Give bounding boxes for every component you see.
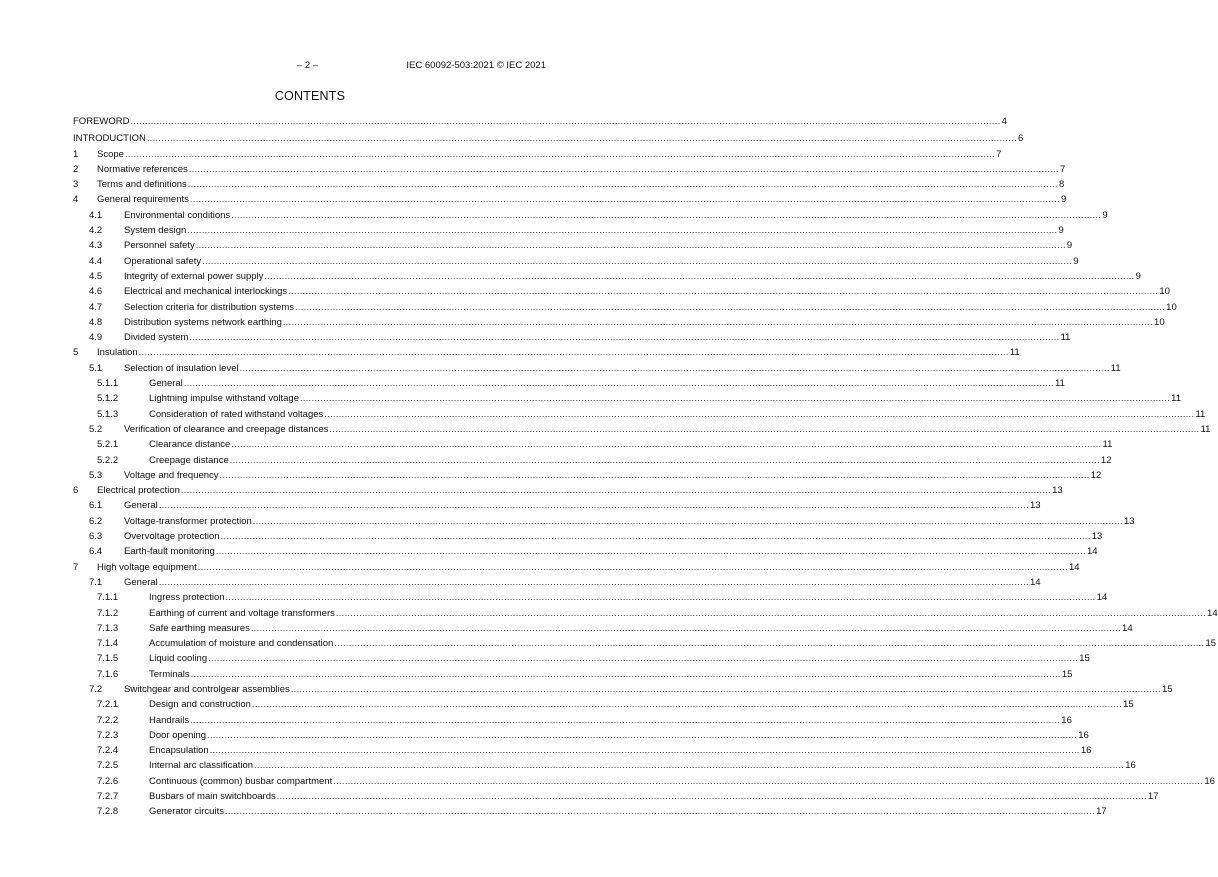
toc-entry-title: Generator circuits [149,806,224,818]
toc-entry-page: 11 [1102,439,1113,451]
toc-entry[interactable] [73,345,1020,360]
toc-entry-title: Environmental conditions [124,209,231,221]
dot-leader: ............................................................................................................................................................................................................................................................................................................ [224,806,1096,817]
toc-entry[interactable] [73,254,1079,269]
toc-entry-page: 13 [1052,485,1063,497]
toc-entry-page: 13 [1029,500,1041,512]
dot-leader: ............................................................................................................................................................................................................................................................................................................ [187,179,1058,190]
toc-entry[interactable] [73,606,1218,621]
toc-entry-title: Divided system [124,332,189,344]
dot-leader: ............................................................................................................................................................................................................................................................................................................ [324,408,1195,419]
document-reference: IEC 60092-503:2021 © IEC 2021 [406,60,546,71]
toc-entry-page: 14 [1096,592,1108,604]
toc-entry-number: 6.1 [89,500,103,512]
toc-entry[interactable] [73,407,1206,422]
toc-entry-number: 5 [73,347,79,359]
toc-entry-number: 5.3 [89,469,103,481]
toc-entry-title: Consideration of rated withstand voltages [149,408,324,420]
toc-entry-title: Busbars of main switchboards [149,791,276,803]
toc-entry-number: 4.8 [89,316,103,328]
toc-entry[interactable] [73,177,1065,192]
dot-leader: ............................................................................................................................................................................................................................................................................................................ [282,316,1154,327]
toc-entry[interactable] [73,113,1007,130]
toc-entry-number: 4.9 [89,332,103,344]
toc-entry[interactable] [73,192,1067,207]
toc-entry[interactable] [73,147,1002,162]
toc-entry[interactable] [73,590,1108,605]
toc-entry-number: 7.1.2 [97,607,119,619]
toc-entry-page: 9 [1061,194,1067,206]
dot-leader: ............................................................................................................................................................................................................................................................................................................ [225,592,1096,603]
toc-entry-page: 4 [1001,116,1007,127]
toc-entry-page: 7 [996,148,1002,160]
table-of-contents [73,113,1218,820]
toc-entry[interactable] [73,483,1063,498]
toc-entry-title: Normative references [97,163,188,175]
toc-entry-title: System design [124,225,187,237]
toc-entry-title: INTRODUCTION [73,132,146,144]
dot-leader: ............................................................................................................................................................................................................................................................................................................ [333,775,1204,786]
toc-entry-number: 4.4 [89,255,103,267]
toc-entry-number: 4.1 [89,209,103,221]
page-title: CONTENTS [274,89,346,103]
toc-entry-number: 5.1 [89,362,103,374]
toc-entry[interactable] [73,498,1041,513]
dot-leader: ............................................................................................................................................................................................................................................................................................................ [183,378,1054,389]
toc-entry-title: Integrity of external power supply [124,270,264,282]
toc-entry-page: 13 [1123,515,1135,527]
dot-leader: ............................................................................................................................................................................................................................................................................................................ [189,332,1060,343]
toc-entry-title: FOREWORD [73,116,130,127]
toc-entry-title: Design and construction [149,699,251,711]
dot-leader: ............................................................................................................................................................................................................................................................................................................ [215,546,1086,557]
toc-entry[interactable] [73,422,1211,437]
dot-leader: ............................................................................................................................................................................................................................................................................................................ [250,622,1122,633]
toc-entry-number: 1 [73,148,79,160]
toc-entry[interactable] [73,208,1108,223]
toc-entry[interactable] [73,575,1041,590]
toc-entry-page: 14 [1122,622,1133,634]
toc-entry-number: 7.2.1 [97,699,119,711]
toc-entry-number: 7.2.2 [97,714,119,726]
dot-leader: ............................................................................................................................................................................................................................................................................................................ [197,561,1068,572]
toc-entry[interactable] [73,682,1173,697]
toc-entry-page: 15 [1079,653,1090,665]
dot-leader: ............................................................................................................................................................................................................................................................................................................ [195,240,1066,251]
toc-entry[interactable] [73,667,1073,682]
toc-entry-page: 6 [1017,132,1024,144]
toc-entry-number: 4 [73,194,79,206]
toc-entry-number: 7.2.7 [97,791,119,803]
toc-entry[interactable] [73,391,1182,406]
dot-leader: ............................................................................................................................................................................................................................................................................................................ [251,699,1123,710]
toc-entry[interactable] [73,130,1024,147]
toc-entry-page: 10 [1159,286,1170,298]
toc-entry-title: Terms and definitions [97,179,187,191]
toc-entry-number: 6 [73,485,79,497]
toc-entry-title: Scope [97,148,124,160]
dot-leader: ............................................................................................................................................................................................................................................................................................................ [276,791,1147,802]
dot-leader: ............................................................................................................................................................................................................................................................................................................ [219,469,1090,480]
toc-entry-number: 7 [73,561,79,573]
toc-entry-page: 17 [1096,806,1107,818]
dot-leader: ............................................................................................................................................................................................................................................................................................................ [208,653,1079,664]
toc-entry-number: 5.1.3 [97,408,119,420]
toc-entry-title: Voltage and frequency [124,469,219,481]
dot-leader: ............................................................................................................................................................................................................................................................................................................ [220,531,1091,542]
toc-entry-page: 12 [1090,469,1102,481]
toc-entry-number: 4.6 [89,286,103,298]
dot-leader: ............................................................................................................................................................................................................................................................................................................ [202,255,1073,266]
toc-entry[interactable] [73,651,1090,666]
toc-entry-page: 16 [1204,775,1215,787]
toc-entry-title: Switchgear and controlgear assemblies [124,683,290,695]
toc-entry[interactable] [73,468,1102,483]
toc-entry[interactable] [73,238,1073,253]
toc-entry-title: Personnel safety [124,240,195,252]
toc-entry-title: General [124,500,158,512]
toc-entry-title: Operational safety [124,255,202,267]
dot-leader: ............................................................................................................................................................................................................................................................................................................ [190,714,1061,725]
toc-entry-page: 10 [1166,301,1177,313]
toc-entry-page: 11 [1009,347,1020,359]
toc-entry-page: 14 [1086,546,1098,558]
dot-leader: ............................................................................................................................................................................................................................................................................................................ [264,270,1135,281]
toc-entry-title: Clearance distance [149,439,231,451]
toc-entry[interactable] [73,728,1089,743]
toc-entry-number: 7.1.6 [97,668,119,680]
toc-entry-title: High voltage equipment [97,561,197,573]
toc-entry-title: Electrical and mechanical interlockings [124,286,288,298]
toc-entry-page: 15 [1123,699,1134,711]
dot-leader: ............................................................................................................................................................................................................................................................................................................ [146,132,1017,143]
toc-entry-number: 7.2 [89,683,103,695]
toc-entry[interactable] [73,514,1135,529]
toc-entry-page: 11 [1200,423,1211,435]
toc-entry[interactable] [73,437,1113,452]
toc-entry[interactable] [73,361,1121,376]
dot-leader: ............................................................................................................................................................................................................................................................................................................ [158,500,1029,511]
toc-entry-number: 4.5 [89,270,103,282]
toc-entry-number: 7.1.3 [97,622,119,634]
dot-leader: ............................................................................................................................................................................................................................................................................................................ [124,148,996,159]
dot-leader: ............................................................................................................................................................................................................................................................................................................ [231,209,1102,220]
toc-entry-page: 9 [1058,225,1064,237]
toc-entry-number: 7.1.1 [97,592,119,604]
dot-leader: ............................................................................................................................................................................................................................................................................................................ [229,454,1100,465]
toc-entry-number: 6.4 [89,546,103,558]
toc-entry[interactable] [73,453,1112,468]
toc-entry-number: 5.2.1 [97,439,119,451]
dot-leader: ............................................................................................................................................................................................................................................................................................................ [188,163,1059,174]
toc-entry-title: General requirements [97,194,189,206]
toc-entry[interactable] [73,223,1064,238]
toc-entry-title: Earthing of current and voltage transformers [149,607,335,619]
toc-entry-page: 10 [1154,316,1165,328]
toc-entry-title: Earth-fault monitoring [124,546,215,558]
toc-entry-title: Voltage-transformer protection [124,515,252,527]
toc-entry-title: General [149,378,183,390]
dot-leader: ............................................................................................................................................................................................................................................................................................................ [288,286,1159,297]
toc-entry-title: Safe earthing measures [149,622,250,634]
toc-entry-number: 3 [73,179,79,191]
dot-leader: ............................................................................................................................................................................................................................................................................................................ [254,760,1125,771]
toc-entry-title: General [124,576,158,588]
toc-entry-page: 11 [1054,378,1065,390]
toc-entry[interactable] [73,529,1103,544]
toc-entry-page: 16 [1125,760,1136,772]
toc-entry-title: Continuous (common) busbar compartment [149,775,333,787]
toc-entry[interactable] [73,758,1136,773]
dot-leader: ............................................................................................................................................................................................................................................................................................................ [329,423,1200,434]
toc-entry-title: Electrical protection [97,485,180,497]
toc-entry-number: 2 [73,163,79,175]
toc-entry[interactable] [73,376,1065,391]
toc-entry[interactable] [73,162,1066,177]
toc-entry-title: Encapsulation [149,745,209,757]
toc-entry-number: 7.2.4 [97,745,119,757]
toc-entry[interactable] [73,789,1159,804]
toc-entry-page: 12 [1100,454,1112,466]
toc-entry-page: 14 [1207,607,1218,619]
toc-entry-page: 15 [1061,668,1073,680]
toc-entry-page: 8 [1058,179,1065,191]
dot-leader: ............................................................................................................................................................................................................................................................................................................ [158,576,1029,587]
toc-entry-number: 7.1.4 [97,638,119,650]
dot-leader: ............................................................................................................................................................................................................................................................................................................ [138,347,1009,358]
toc-entry-page: 11 [1171,393,1182,405]
dot-leader: ............................................................................................................................................................................................................................................................................................................ [334,638,1205,649]
toc-entry-page: 9 [1102,209,1108,221]
dot-leader: ............................................................................................................................................................................................................................................................................................................ [295,301,1166,312]
toc-entry-title: Lightning impulse withstand voltage [149,393,299,405]
toc-entry-number: 5.1.2 [97,393,119,405]
dot-leader: ............................................................................................................................................................................................................................................................................................................ [190,668,1061,679]
page-header [0,60,620,74]
toc-entry[interactable] [73,621,1133,636]
toc-entry[interactable] [73,544,1098,559]
toc-entry[interactable] [73,774,1215,789]
toc-entry[interactable] [73,284,1170,299]
toc-entry-title: Ingress protection [149,592,225,604]
toc-entry-title: Creepage distance [149,454,229,466]
toc-entry-page: 9 [1135,270,1141,282]
dot-leader: ............................................................................................................................................................................................................................................................................................................ [189,194,1061,205]
toc-entry[interactable] [73,300,1177,315]
toc-entry-number: 7.2.8 [97,806,119,818]
toc-entry[interactable] [73,269,1141,284]
toc-entry[interactable] [73,804,1107,819]
toc-entry-page: 17 [1147,791,1159,803]
toc-entry-number: 4.7 [89,301,103,313]
toc-entry-title: Selection of insulation level [124,362,239,374]
toc-entry-title: Internal arc classification [149,760,254,772]
toc-entry[interactable] [73,315,1165,330]
toc-entry-number: 6.3 [89,531,103,543]
dot-leader: ............................................................................................................................................................................................................................................................................................................ [207,729,1078,740]
dot-leader: ............................................................................................................................................................................................................................................................................................................ [252,515,1123,526]
toc-entry[interactable] [73,560,1080,575]
toc-entry[interactable] [73,636,1217,651]
toc-entry-title: Verification of clearance and creepage distances [124,423,329,435]
toc-entry-page: 16 [1080,745,1092,757]
toc-entry-page: 15 [1161,683,1173,695]
toc-entry-number: 4.3 [89,240,103,252]
toc-entry-number: 7.2.5 [97,760,119,772]
toc-entry-title: Overvoltage protection [124,531,220,543]
dot-leader: ............................................................................................................................................................................................................................................................................................................ [239,362,1110,373]
toc-entry-page: 16 [1078,729,1089,741]
toc-entry-page: 14 [1029,576,1041,588]
toc-entry-page: 11 [1195,408,1206,420]
toc-entry-title: Insulation [97,347,138,359]
toc-entry-page: 15 [1205,638,1217,650]
toc-entry[interactable] [73,330,1071,345]
dot-leader: ............................................................................................................................................................................................................................................................................................................ [231,439,1102,450]
toc-entry[interactable] [73,713,1072,728]
toc-entry[interactable] [73,697,1134,712]
toc-entry-title: Terminals [149,668,190,680]
dot-leader: ............................................................................................................................................................................................................................................................................................................ [290,683,1161,694]
dot-leader: ............................................................................................................................................................................................................................................................................................................ [187,225,1058,236]
toc-entry-title: Accumulation of moisture and condensation [149,638,334,650]
toc-entry-page: 14 [1068,561,1080,573]
dot-leader: ............................................................................................................................................................................................................................................................................................................ [180,485,1052,496]
toc-entry-number: 6.2 [89,515,103,527]
toc-entry-number: 5.2 [89,423,103,435]
toc-entry-number: 7.2.3 [97,729,119,741]
toc-entry-title: Door opening [149,729,207,741]
toc-entry-page: 11 [1110,362,1121,374]
toc-entry-title: Selection criteria for distribution systems [124,301,295,313]
toc-entry-page: 9 [1073,255,1079,267]
toc-entry-number: 7.2.6 [97,775,119,787]
toc-entry-number: 7.1.5 [97,653,119,665]
page-number: – 2 – [297,60,319,71]
dot-leader: ............................................................................................................................................................................................................................................................................................................ [335,607,1207,618]
toc-entry-number: 5.1.1 [97,378,119,390]
toc-entry-number: 4.2 [89,225,103,237]
toc-entry-number: 5.2.2 [97,454,119,466]
toc-entry-page: 13 [1091,531,1103,543]
toc-entry-title: Distribution systems network earthing [124,316,282,328]
dot-leader: ............................................................................................................................................................................................................................................................................................................ [209,745,1080,756]
toc-entry-page: 11 [1060,332,1071,344]
toc-entry-number: 7.1 [89,576,103,588]
dot-leader: ............................................................................................................................................................................................................................................................................................................ [130,116,1001,126]
toc-entry-title: Handrails [149,714,190,726]
toc-entry[interactable] [73,743,1092,758]
toc-entry-page: 16 [1061,714,1072,726]
toc-entry-page: 9 [1066,240,1073,252]
toc-entry-title: Liquid cooling [149,653,208,665]
dot-leader: ............................................................................................................................................................................................................................................................................................................ [299,393,1171,404]
toc-entry-page: 7 [1059,163,1066,175]
